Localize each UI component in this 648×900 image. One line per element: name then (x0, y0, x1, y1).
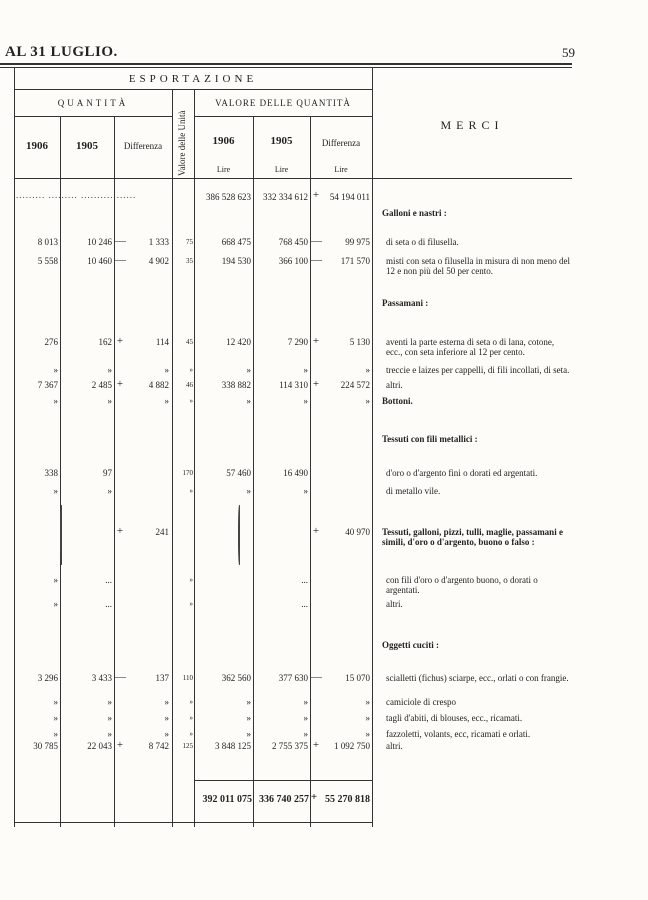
value-1905: 768 450 (278, 237, 308, 247)
value-sign: + (312, 739, 320, 751)
value-diff: 224 572 (340, 380, 370, 390)
value-diff: 5 130 (349, 337, 370, 347)
goods-description: tagli d'abiti, di blouses, ecc., ricamati. (386, 713, 523, 723)
value-diff: 40 970 (345, 527, 370, 537)
qty-diff: » (164, 713, 169, 723)
qty-sign: + (116, 739, 124, 751)
value-1906: 194 530 (221, 256, 251, 266)
value-1905: » (303, 396, 308, 406)
qty-diff: » (164, 697, 169, 707)
unit-value: 35 (186, 257, 193, 265)
qty-1905: » (107, 729, 112, 739)
value-sign: + (312, 378, 320, 390)
carry-diff: 54 194 011 (329, 192, 370, 202)
value-1906: 3 848 125 (215, 741, 251, 751)
goods-description: fazzoletti, volants, ecc, ricamati e orlati. (386, 729, 531, 739)
qty-1905: 22 043 (87, 741, 112, 751)
value-diff: 171 570 (340, 256, 370, 266)
header-rule-thin (0, 67, 572, 68)
total-v1906: 392 011 075 (202, 794, 252, 805)
quantity-header: QUANTITÀ (57, 98, 129, 108)
col-val-1905: 1905 (270, 135, 293, 147)
qty-1905: 162 (98, 337, 112, 347)
qty-1905: » (107, 365, 112, 375)
total-v1905: 336 740 257 (259, 794, 309, 805)
qty-diff: 8 742 (148, 741, 169, 751)
qty-1906: » (53, 729, 58, 739)
qty-1905: 3 433 (91, 673, 112, 683)
qty-1906: » (53, 697, 58, 707)
carry-v1906: 386 528 623 (206, 192, 251, 202)
value-1906: » (246, 713, 251, 723)
qty-1905: ... (105, 599, 112, 609)
value-1906: 668 475 (221, 237, 251, 247)
value-1906: » (246, 365, 251, 375)
category-heading: Tessuti, galloni, pizzi, tulli, maglie, passamani e simili, d'oro o d'argento, buono o falso : (382, 527, 563, 547)
value-sign: — (311, 671, 322, 683)
unit-value: » (189, 487, 193, 495)
qty-1906: 3 296 (37, 673, 58, 683)
lire-label-1906: Lire (216, 165, 231, 174)
carry-dots: ......... ......... .......... ...... (16, 190, 137, 200)
value-diff: » (365, 713, 370, 723)
header-rule (0, 63, 572, 65)
qty-diff: » (164, 365, 169, 375)
value-1905: » (303, 697, 308, 707)
goods-header: MERCI (440, 118, 504, 132)
export-header: ESPORTAZIONE (128, 73, 258, 85)
value-1906: 57 460 (226, 468, 251, 478)
unit-value: » (189, 366, 193, 374)
goods-description: camiciole di crespo (386, 697, 456, 707)
unit-value: » (189, 714, 193, 722)
value-header: VALORE DELLE QUANTITÀ (215, 98, 351, 108)
total-diff: 55 270 818 (325, 794, 370, 805)
value-diff: 1 092 750 (334, 741, 370, 751)
qty-1905: » (107, 697, 112, 707)
qty-diff: 241 (155, 527, 169, 537)
col-val-diff: Differenza (321, 138, 361, 148)
value-sign: — (311, 235, 322, 247)
qty-diff: 114 (155, 337, 169, 347)
qty-sign: — (115, 671, 126, 683)
value-1905: 114 310 (279, 380, 308, 390)
goods-description: altri. (386, 380, 403, 390)
qty-sign: — (115, 254, 126, 266)
unit-value: » (189, 698, 193, 706)
unit-value: » (189, 730, 193, 738)
lire-label-diff: Lire (334, 165, 348, 174)
unit-value: 75 (186, 238, 193, 246)
qty-sign: + (116, 525, 124, 537)
qty-1906: 276 (44, 337, 58, 347)
total-sign: + (310, 791, 318, 803)
qty-sign: — (115, 235, 126, 247)
brace-mark (238, 505, 241, 565)
unit-value-header: Valore delle Unità (177, 110, 187, 176)
value-1905: ... (301, 599, 308, 609)
goods-description: di seta o di filusella. (386, 237, 459, 247)
brace-mark (60, 505, 63, 565)
qty-1906: 30 785 (33, 741, 58, 751)
qty-1905: » (107, 396, 112, 406)
value-1906: 362 560 (221, 673, 251, 683)
unit-value: » (189, 397, 193, 405)
qty-1905: 10 246 (87, 237, 112, 247)
goods-description: misti con seta o filusella in misura di non meno del 12 e non più del 50 per cento. (386, 256, 570, 276)
page-number: 59 (562, 45, 575, 60)
qty-1906: 5 558 (37, 256, 58, 266)
category-heading: Galloni e nastri : (382, 208, 447, 218)
value-1906: 12 420 (226, 337, 251, 347)
category-heading: Bottoni. (382, 396, 413, 406)
value-1906: » (246, 697, 251, 707)
category-heading: Oggetti cuciti : (382, 640, 439, 650)
qty-diff: 4 902 (148, 256, 169, 266)
qty-1905: ... (105, 575, 112, 585)
goods-description: altri. (386, 741, 403, 751)
value-1905: 16 490 (283, 468, 308, 478)
qty-1905: 2 485 (91, 380, 112, 390)
category-heading: Passamani : (382, 298, 429, 308)
unit-value: 125 (182, 742, 193, 750)
qty-sign: + (116, 335, 124, 347)
qty-1906: 8 013 (37, 237, 58, 247)
value-diff: » (365, 396, 370, 406)
qty-diff: » (164, 396, 169, 406)
category-heading: Tessuti con fili metallici : (382, 434, 478, 444)
value-sign: + (312, 525, 320, 537)
unit-value: 46 (186, 381, 193, 389)
qty-1905: » (107, 486, 112, 496)
col-qty-1905: 1905 (76, 140, 98, 152)
unit-value: » (189, 600, 193, 608)
qty-1906: » (53, 575, 58, 585)
unit-value: » (189, 576, 193, 584)
unit-value: 110 (182, 674, 193, 682)
qty-1906: 338 (44, 468, 58, 478)
col-qty-1906: 1906 (26, 140, 48, 152)
unit-value: 45 (186, 338, 193, 346)
lire-label-1905: Lire (274, 165, 289, 174)
qty-sign: + (116, 378, 124, 390)
qty-1906: » (53, 599, 58, 609)
qty-1906: » (53, 396, 58, 406)
qty-1906: » (53, 365, 58, 375)
goods-description: altri. (386, 599, 403, 609)
value-1905: » (303, 365, 308, 375)
value-1905: 366 100 (278, 256, 308, 266)
qty-1906: 7 367 (37, 380, 58, 390)
unit-value: 170 (182, 469, 193, 477)
qty-1906: » (53, 486, 58, 496)
value-1905: 7 290 (287, 337, 308, 347)
value-1906: » (246, 486, 251, 496)
value-1905: » (303, 729, 308, 739)
qty-diff: 1 333 (148, 237, 169, 247)
value-diff: » (365, 697, 370, 707)
carry-v1905: 332 334 612 (263, 192, 308, 202)
qty-1905: » (107, 713, 112, 723)
page-title: AL 31 LUGLIO. (5, 44, 118, 60)
qty-diff: » (164, 729, 169, 739)
value-diff: 99 975 (345, 237, 370, 247)
qty-1906: » (53, 713, 58, 723)
goods-description: scialletti (fichus) sciarpe, ecc., orlati o con frangie. (386, 673, 569, 683)
value-sign: + (312, 335, 320, 347)
goods-description: con fili d'oro o d'argento buono, o dorati o argentati. (386, 575, 538, 595)
col-qty-diff: Differenza (123, 141, 163, 151)
value-1905: ... (301, 575, 308, 585)
value-1906: 338 882 (221, 380, 251, 390)
value-diff: 15 070 (345, 673, 370, 683)
qty-diff: 137 (155, 673, 169, 683)
goods-description: treccie e laizes per cappelli, di fili incollati, di seta. (386, 365, 570, 375)
goods-description: aventi la parte esterna di seta o di lana, cotone, ecc., con seta inferiore al 12 per cento. (386, 337, 555, 357)
value-sign: — (311, 254, 322, 266)
value-1905: » (303, 713, 308, 723)
value-diff: » (365, 729, 370, 739)
qty-1905: 10 460 (87, 256, 112, 266)
goods-description: d'oro o d'argento fini o dorati ed argentati. (386, 468, 538, 478)
value-1905: 377 630 (278, 673, 308, 683)
carry-sign: + (312, 189, 320, 201)
col-val-1906: 1906 (212, 135, 235, 147)
goods-description: di metallo vile. (386, 486, 441, 496)
value-diff: » (365, 365, 370, 375)
value-1905: » (303, 486, 308, 496)
value-1905: 2 755 375 (272, 741, 308, 751)
qty-1905: 97 (103, 468, 112, 478)
value-1906: » (246, 396, 251, 406)
value-1906: » (246, 729, 251, 739)
qty-diff: 4 882 (148, 380, 169, 390)
